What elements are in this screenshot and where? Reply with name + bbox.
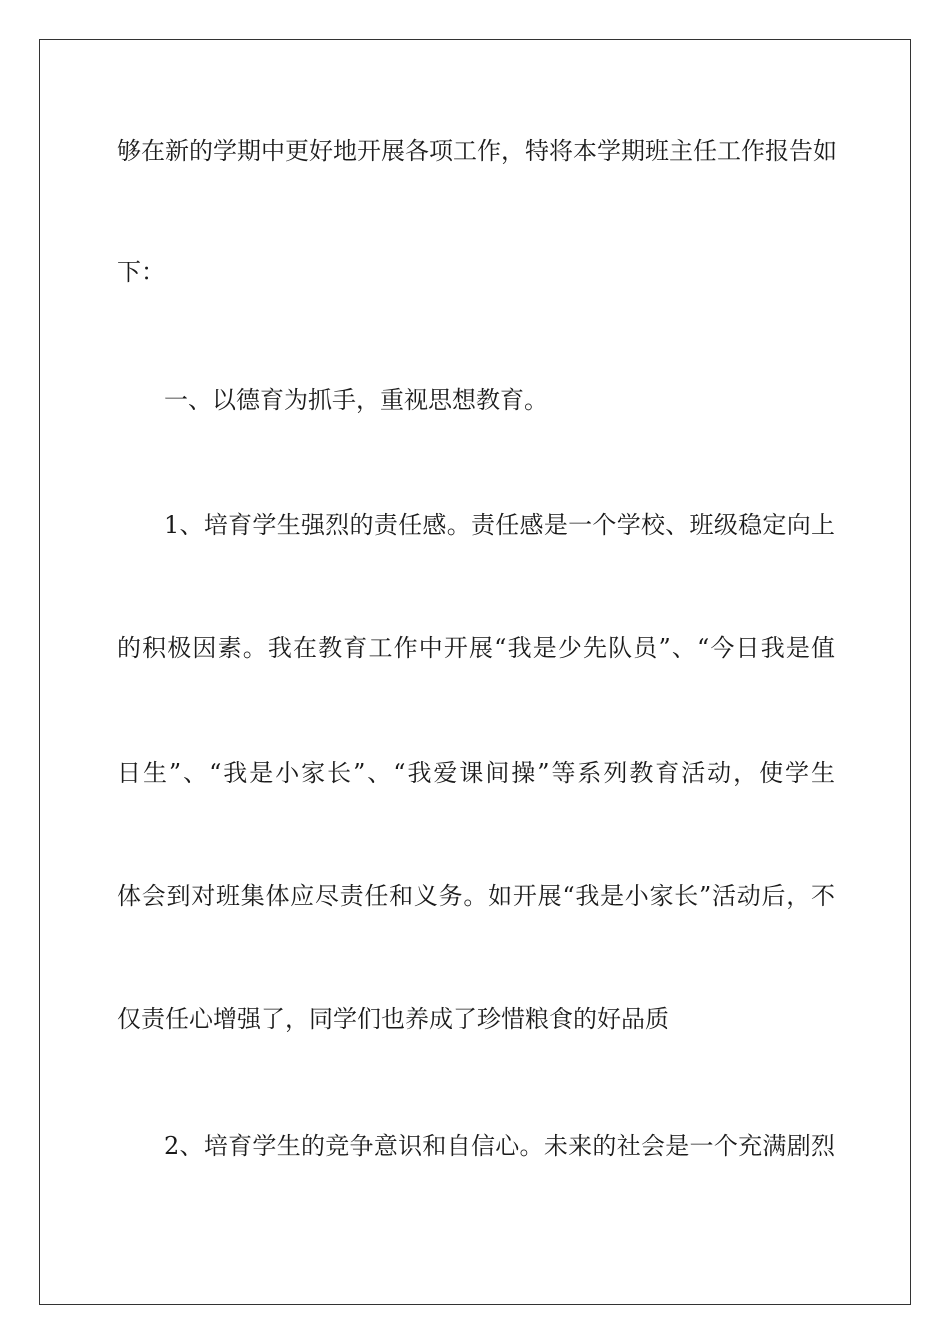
paragraph-1-line-3: 日生”、“我是小家长”、“我爱课间操”等系列教育活动，使学生 [117, 759, 835, 787]
paragraph-1-line-2: 的积极因素。我在教育工作中开展“我是少先队员”、“今日我是值 [117, 634, 835, 662]
paragraph-1-line-1: 1、培育学生强烈的责任感。责任感是一个学校、班级稳定向上 [164, 511, 835, 539]
paragraph-1-line-5: 仅责任心增强了，同学们也养成了珍惜粮食的好品质 [117, 1005, 669, 1033]
paragraph-1-line-4: 体会到对班集体应尽责任和义务。如开展“我是小家长”活动后，不 [117, 882, 835, 910]
page-border [39, 39, 911, 1305]
section-heading-1: 一、以德育为抓手，重视思想教育。 [164, 386, 548, 414]
paragraph-2-line-1: 2、培育学生的竞争意识和自信心。未来的社会是一个充满剧烈 [164, 1132, 835, 1160]
text-line-1: 够在新的学期中更好地开展各项工作，特将本学期班主任工作报告如 [117, 137, 837, 165]
text-line-2: 下： [117, 258, 165, 286]
